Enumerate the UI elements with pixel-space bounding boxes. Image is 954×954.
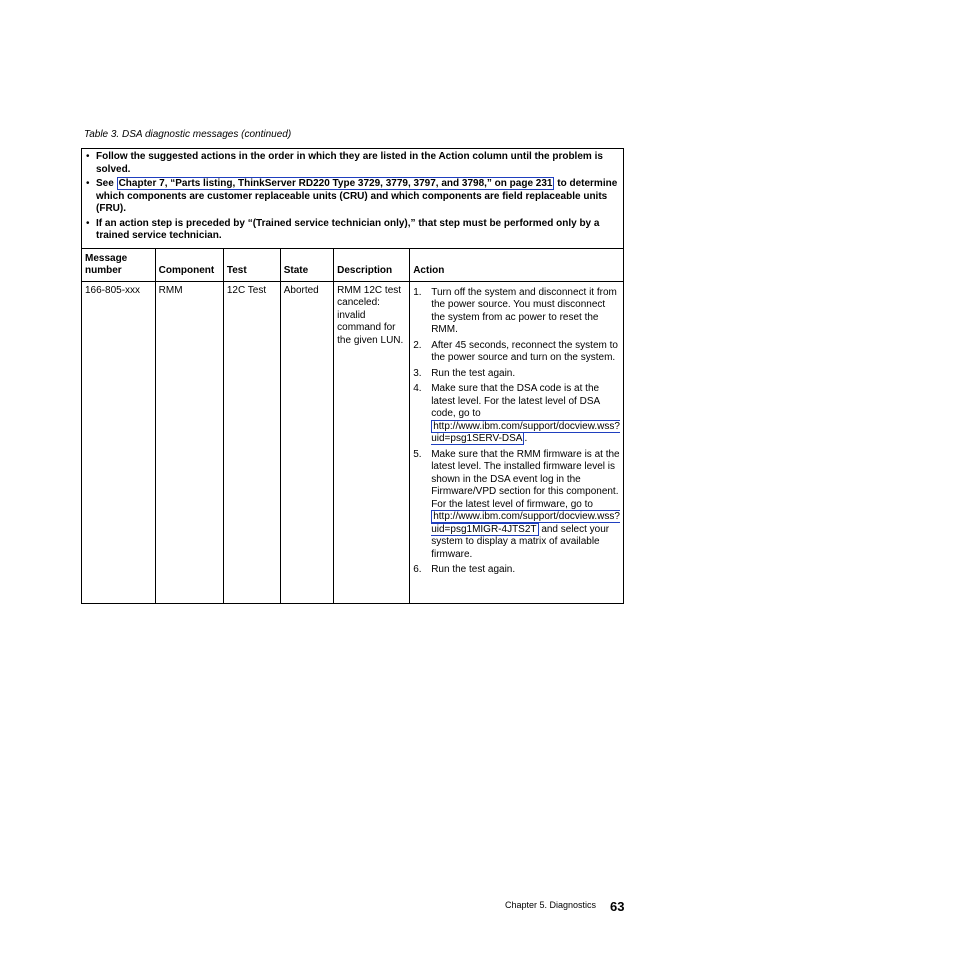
header-message-number: Message number [82,248,156,281]
footer-chapter: Chapter 5. Diagnostics [505,900,597,910]
action-text: Run the test again. [431,564,516,575]
action-step: 3. Run the test again. [413,367,516,379]
note-text: Follow the suggested actions in the order in which they are listed in the Action column until the problem is solved. [96,151,603,175]
action-text: . [524,433,528,444]
notes-row [82,149,624,249]
cell-action [410,281,624,603]
chapter-7-link[interactable]: Chapter 7, “Parts listing, ThinkServer RD220 Type 3729, 3779, 3797, and 3798,” on page 231 [118,178,553,189]
cell-test: 12C Test [223,281,280,603]
header-action: Action [410,248,624,281]
bullet-icon: • [86,217,90,229]
dsa-diagnostic-table [81,148,624,604]
action-step: 2. After 45 seconds, reconnect the system to the power source and turn on the system. [413,339,618,363]
note-item [85,178,620,216]
cell-state: Aborted [280,281,333,603]
header-row [82,248,624,281]
action-step: 1. Turn off the system and disconnect it from the power source. You must disconnect the system from ac power to reset the RMM. [413,286,617,335]
action-text: and select your system to display a matrix of available firmware. [431,523,610,560]
note-text: to determine which components are customer replaceable units (CRU) and which components are field replaceable units (FRU). [96,178,618,214]
action-text: After 45 seconds, reconnect the system to the power source and turn on the system. [431,339,618,363]
action-text: Make sure that the RMM firmware is at the latest level. The installed firmware level is shown in the DSA event log in the Firmware/VPD section for this component. For the latest level of firmware, go to [431,448,620,510]
note-item [85,151,620,176]
cell-message-number: 166-805-xxx [82,281,156,603]
table-row [82,281,624,603]
note-item [85,218,620,243]
header-component: Component [155,248,223,281]
note-text: If an action step is preceded by “(Trained service technician only),” that step must be performed only by a trained service technician. [96,217,600,241]
action-step: 6. Run the test again. [413,564,516,575]
action-text: Make sure that the DSA code is at the latest level. For the latest level of DSA code, go to [431,383,600,419]
action-list [413,285,620,577]
dsa-code-link[interactable]: http://www.ibm.com/support/docview.wss?uid=psg1SERV-DSA [431,420,620,444]
rmm-firmware-link[interactable]: http://www.ibm.com/support/docview.wss?uid=psg1MIGR-4JTS2T [431,511,620,535]
table-caption: Table 3. DSA diagnostic messages (continued) [84,129,292,140]
note-text: See [96,178,114,189]
action-step: 4. Make sure that the DSA code is at the latest level. For the latest level of DSA code, go to http://www.ibm.com/support/docview.wss?uid=psg1SERV-DSA . [413,383,620,444]
action-text: Run the test again. [431,367,516,379]
header-state: State [280,248,333,281]
header-test: Test [223,248,280,281]
bullet-icon: • [86,151,90,162]
action-step: 5. Make sure that the RMM firmware is at the latest level. The installed firmware level is shown in the DSA event log in the Firmware/VPD section for this component. For the latest level of firmware, go to http://www.ibm.com/support/docview.wss?uid=psg1MIGR-4JTS2T and select your system to display a matrix of available firmware. [413,448,620,560]
bullet-icon: • [86,178,90,189]
page-number: 63 [610,899,625,914]
cell-description: RMM 12C test canceled: invalid command for the given LUN. [334,281,410,603]
action-text: Turn off the system and disconnect it from the power source. You must disconnect the system from ac power to reset the RMM. [431,286,617,335]
cell-component: RMM [155,281,223,603]
header-description: Description [334,248,410,281]
notes-list [85,151,620,243]
notes-cell [82,149,624,249]
